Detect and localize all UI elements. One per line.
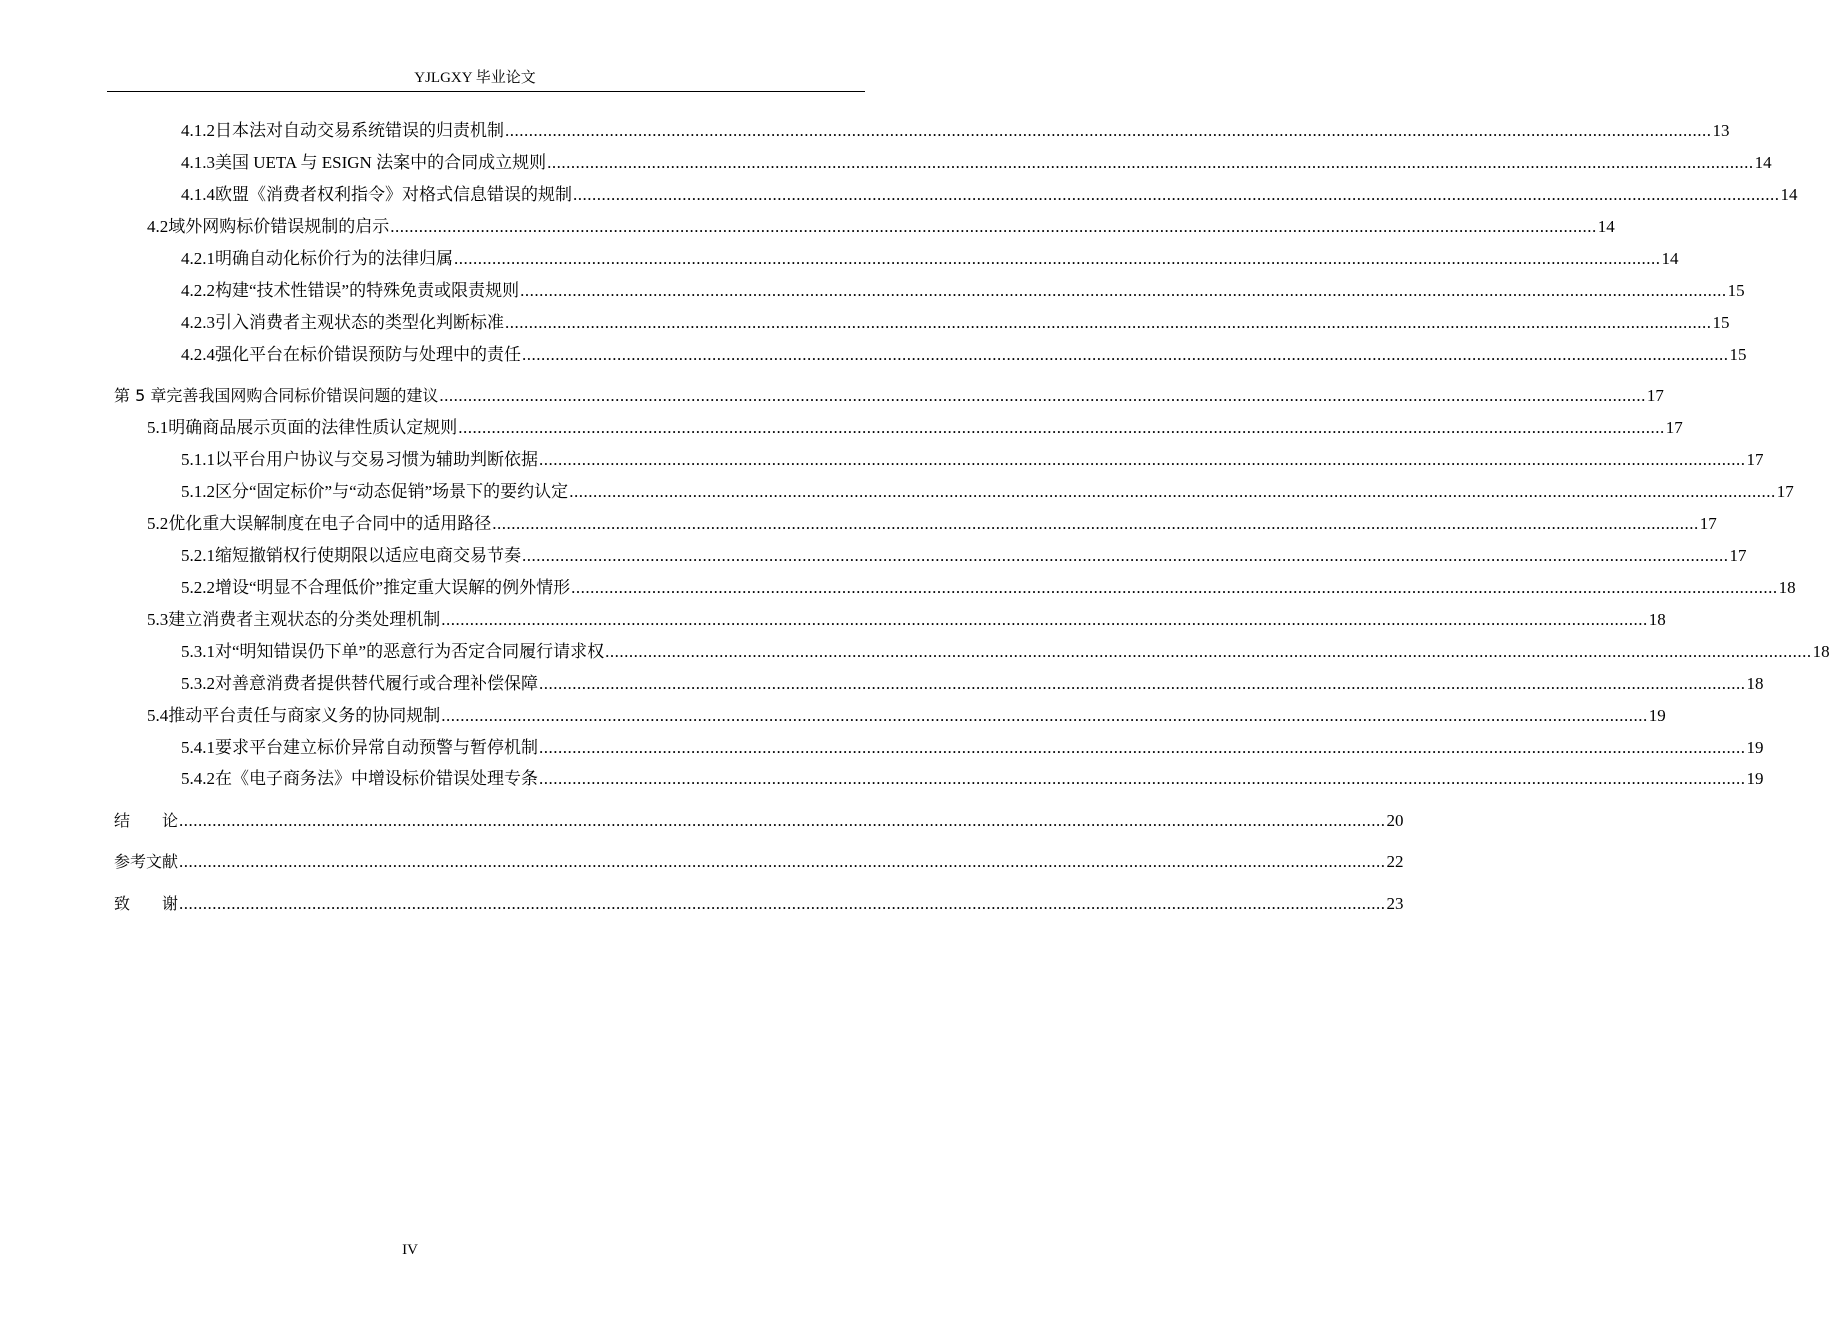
toc-entry-4-2-4[interactable] (181, 344, 1747, 366)
toc-leader: .............................................................................................................................................................................................................................................................. (492, 514, 1699, 533)
toc-entry-4-1-4[interactable] (181, 184, 1798, 206)
toc-number: 4.2.3 (181, 313, 215, 332)
toc-entry-4-1-3[interactable] (181, 152, 1772, 174)
toc-number: 4.1.4 (181, 185, 215, 204)
toc-page: 14 (1661, 249, 1679, 268)
toc-number: 第 5 章 (114, 386, 167, 405)
toc-page: 23 (1386, 894, 1404, 913)
toc-page: 18 (1746, 674, 1764, 693)
toc-page: 18 (1778, 578, 1796, 597)
toc-number: 5.1.1 (181, 450, 215, 469)
toc-leader: .............................................................................................................................................................................................................................................................. (458, 418, 1665, 437)
toc-title: 在《电子商务法》中增设标价错误处理专条 (215, 769, 538, 788)
toc-title: 明确自动化标价行为的法律归属 (215, 249, 453, 268)
toc-title: 区分“固定标价”与“动态促销”场景下的要约认定 (215, 482, 569, 501)
toc-title: 日本法对自动交易系统错误的归责机制 (215, 121, 504, 140)
toc-leader: .............................................................................................................................................................................................................................................................. (520, 281, 1727, 300)
toc-number: 5.4.1 (181, 738, 215, 757)
toc-page: 15 (1727, 281, 1745, 300)
toc-leader: .............................................................................................................................................................................................................................................................. (539, 738, 1746, 757)
toc-entry-5-1[interactable] (147, 417, 1683, 439)
toc-page: 19 (1648, 706, 1666, 725)
running-header: YJLGXY 毕业论文 (414, 70, 536, 86)
toc-leader: .............................................................................................................................................................................................................................................................. (505, 121, 1712, 140)
toc-title: 明确商品展示页面的法律性质认定规则 (168, 418, 458, 437)
toc-entry-chapter-5[interactable] (114, 385, 1664, 407)
toc-number: 5.3.1 (181, 642, 215, 661)
toc-page: 19 (1746, 738, 1764, 757)
toc-leader: .............................................................................................................................................................................................................................................................. (539, 769, 1746, 788)
toc-number: 5.2.1 (181, 546, 215, 565)
toc-title: 美国 UETA 与 ESIGN 法案中的合同成立规则 (215, 153, 547, 172)
toc-page: 14 (1597, 217, 1615, 236)
toc-entry-4-2-1[interactable] (181, 248, 1679, 270)
toc-page: 19 (1746, 769, 1764, 788)
toc-number: 4.1.3 (181, 153, 215, 172)
toc-entry-5-4-2[interactable] (181, 768, 1764, 790)
toc-page: 22 (1386, 852, 1404, 871)
page-number: IV (402, 1242, 418, 1258)
toc-entry-acknowledgements[interactable] (114, 893, 1404, 915)
toc-leader: .............................................................................................................................................................................................................................................................. (505, 313, 1712, 332)
toc-number: 5.2.2 (181, 578, 215, 597)
toc-entry-4-2-3[interactable] (181, 312, 1730, 334)
toc-title: 增设“明显不合理低价”推定重大误解的例外情形 (215, 578, 571, 597)
toc-entry-4-1-2[interactable] (181, 120, 1730, 142)
toc-leader: .............................................................................................................................................................................................................................................................. (454, 249, 1661, 268)
toc-leader: .............................................................................................................................................................................................................................................................. (539, 450, 1746, 469)
toc-title: 强化平台在标价错误预防与处理中的责任 (215, 345, 521, 364)
toc-entry-5-1-2[interactable] (181, 481, 1794, 503)
toc-leader: .............................................................................................................................................................................................................................................................. (179, 894, 1386, 913)
toc-title: 完善我国网购合同标价错误问题的建议 (166, 386, 439, 405)
toc-number: 4.2.4 (181, 345, 215, 364)
toc-leader: .............................................................................................................................................................................................................................................................. (179, 852, 1386, 871)
toc-page: 17 (1776, 482, 1794, 501)
toc-leader: .............................................................................................................................................................................................................................................................. (605, 642, 1812, 661)
toc-leader: .............................................................................................................................................................................................................................................................. (573, 185, 1780, 204)
toc-leader: .............................................................................................................................................................................................................................................................. (569, 482, 1776, 501)
toc-number: 5.1.2 (181, 482, 215, 501)
toc-number: 5.3.2 (181, 674, 215, 693)
toc-page: 20 (1386, 811, 1404, 830)
toc-entry-5-2-2[interactable] (181, 577, 1796, 599)
header-rule (107, 91, 865, 92)
toc-number: 4.2.2 (181, 281, 215, 300)
toc-page: 17 (1665, 418, 1683, 437)
toc-number: 4.2 (147, 217, 169, 236)
toc-number: 5.1 (147, 418, 169, 437)
toc-leader: .............................................................................................................................................................................................................................................................. (522, 546, 1729, 565)
toc-entry-4-2[interactable] (147, 216, 1615, 238)
toc-leader: .............................................................................................................................................................................................................................................................. (439, 386, 1646, 405)
toc-leader: .............................................................................................................................................................................................................................................................. (571, 578, 1778, 597)
toc-leader: .............................................................................................................................................................................................................................................................. (441, 706, 1648, 725)
toc-page: 17 (1729, 546, 1747, 565)
toc-title: 建立消费者主观状态的分类处理机制 (168, 610, 441, 629)
toc-leader: .............................................................................................................................................................................................................................................................. (390, 217, 1597, 236)
toc-number: 参考文献 (114, 852, 179, 871)
toc-number: 致 谢 (114, 894, 179, 913)
toc-title: 缩短撤销权行使期限以适应电商交易节奏 (215, 546, 521, 565)
toc-title: 引入消费者主观状态的类型化判断标准 (215, 313, 504, 332)
toc-page: 14 (1754, 153, 1772, 172)
toc-entry-5-4-1[interactable] (181, 737, 1764, 759)
toc-page: 17 (1699, 514, 1717, 533)
toc-number: 4.1.2 (181, 121, 215, 140)
toc-page: 18 (1648, 610, 1666, 629)
toc-number: 4.2.1 (181, 249, 215, 268)
toc-number: 5.4.2 (181, 769, 215, 788)
toc-entry-4-2-2[interactable] (181, 280, 1745, 302)
toc-page: 13 (1712, 121, 1730, 140)
toc-entry-conclusion[interactable] (114, 810, 1404, 832)
toc-entry-5-2-1[interactable] (181, 545, 1747, 567)
toc-title: 欧盟《消费者权利指令》对格式信息错误的规制 (215, 185, 572, 204)
toc-title: 对善意消费者提供替代履行或合理补偿保障 (215, 674, 538, 693)
toc-page: 18 (1812, 642, 1830, 661)
toc-leader: .............................................................................................................................................................................................................................................................. (441, 610, 1648, 629)
toc-entry-5-2[interactable] (147, 513, 1717, 535)
toc-leader: .............................................................................................................................................................................................................................................................. (522, 345, 1729, 364)
toc-entry-5-3-1[interactable] (181, 641, 1830, 663)
toc-title: 域外网购标价错误规制的启示 (168, 217, 390, 236)
toc-entry-5-4[interactable] (147, 705, 1666, 727)
toc-number: 5.4 (147, 706, 169, 725)
toc-page: 17 (1746, 450, 1764, 469)
toc-title: 要求平台建立标价异常自动预警与暂停机制 (215, 738, 538, 757)
toc-number: 结 论 (114, 811, 179, 830)
toc-leader: .............................................................................................................................................................................................................................................................. (547, 153, 1754, 172)
toc-page: 15 (1712, 313, 1730, 332)
toc-entry-5-1-1[interactable] (181, 449, 1764, 471)
toc-title: 以平台用户协议与交易习惯为辅助判断依据 (215, 450, 538, 469)
toc-page: 14 (1780, 185, 1798, 204)
toc-title: 推动平台责任与商家义务的协同规制 (168, 706, 441, 725)
toc-page: 17 (1646, 386, 1664, 405)
toc-entry-references[interactable] (114, 851, 1404, 873)
toc-entry-5-3-2[interactable] (181, 673, 1764, 695)
toc-page: 15 (1729, 345, 1747, 364)
toc-title: 优化重大误解制度在电子合同中的适用路径 (168, 514, 492, 533)
toc-entry-5-3[interactable] (147, 609, 1666, 631)
toc-leader: .............................................................................................................................................................................................................................................................. (179, 811, 1386, 830)
toc-number: 5.2 (147, 514, 169, 533)
toc-number: 5.3 (147, 610, 169, 629)
toc-title: 构建“技术性错误”的特殊免责或限责规则 (215, 281, 520, 300)
toc-title: 对“明知错误仍下单”的恶意行为否定合同履行请求权 (215, 642, 605, 661)
toc-leader: .............................................................................................................................................................................................................................................................. (539, 674, 1746, 693)
